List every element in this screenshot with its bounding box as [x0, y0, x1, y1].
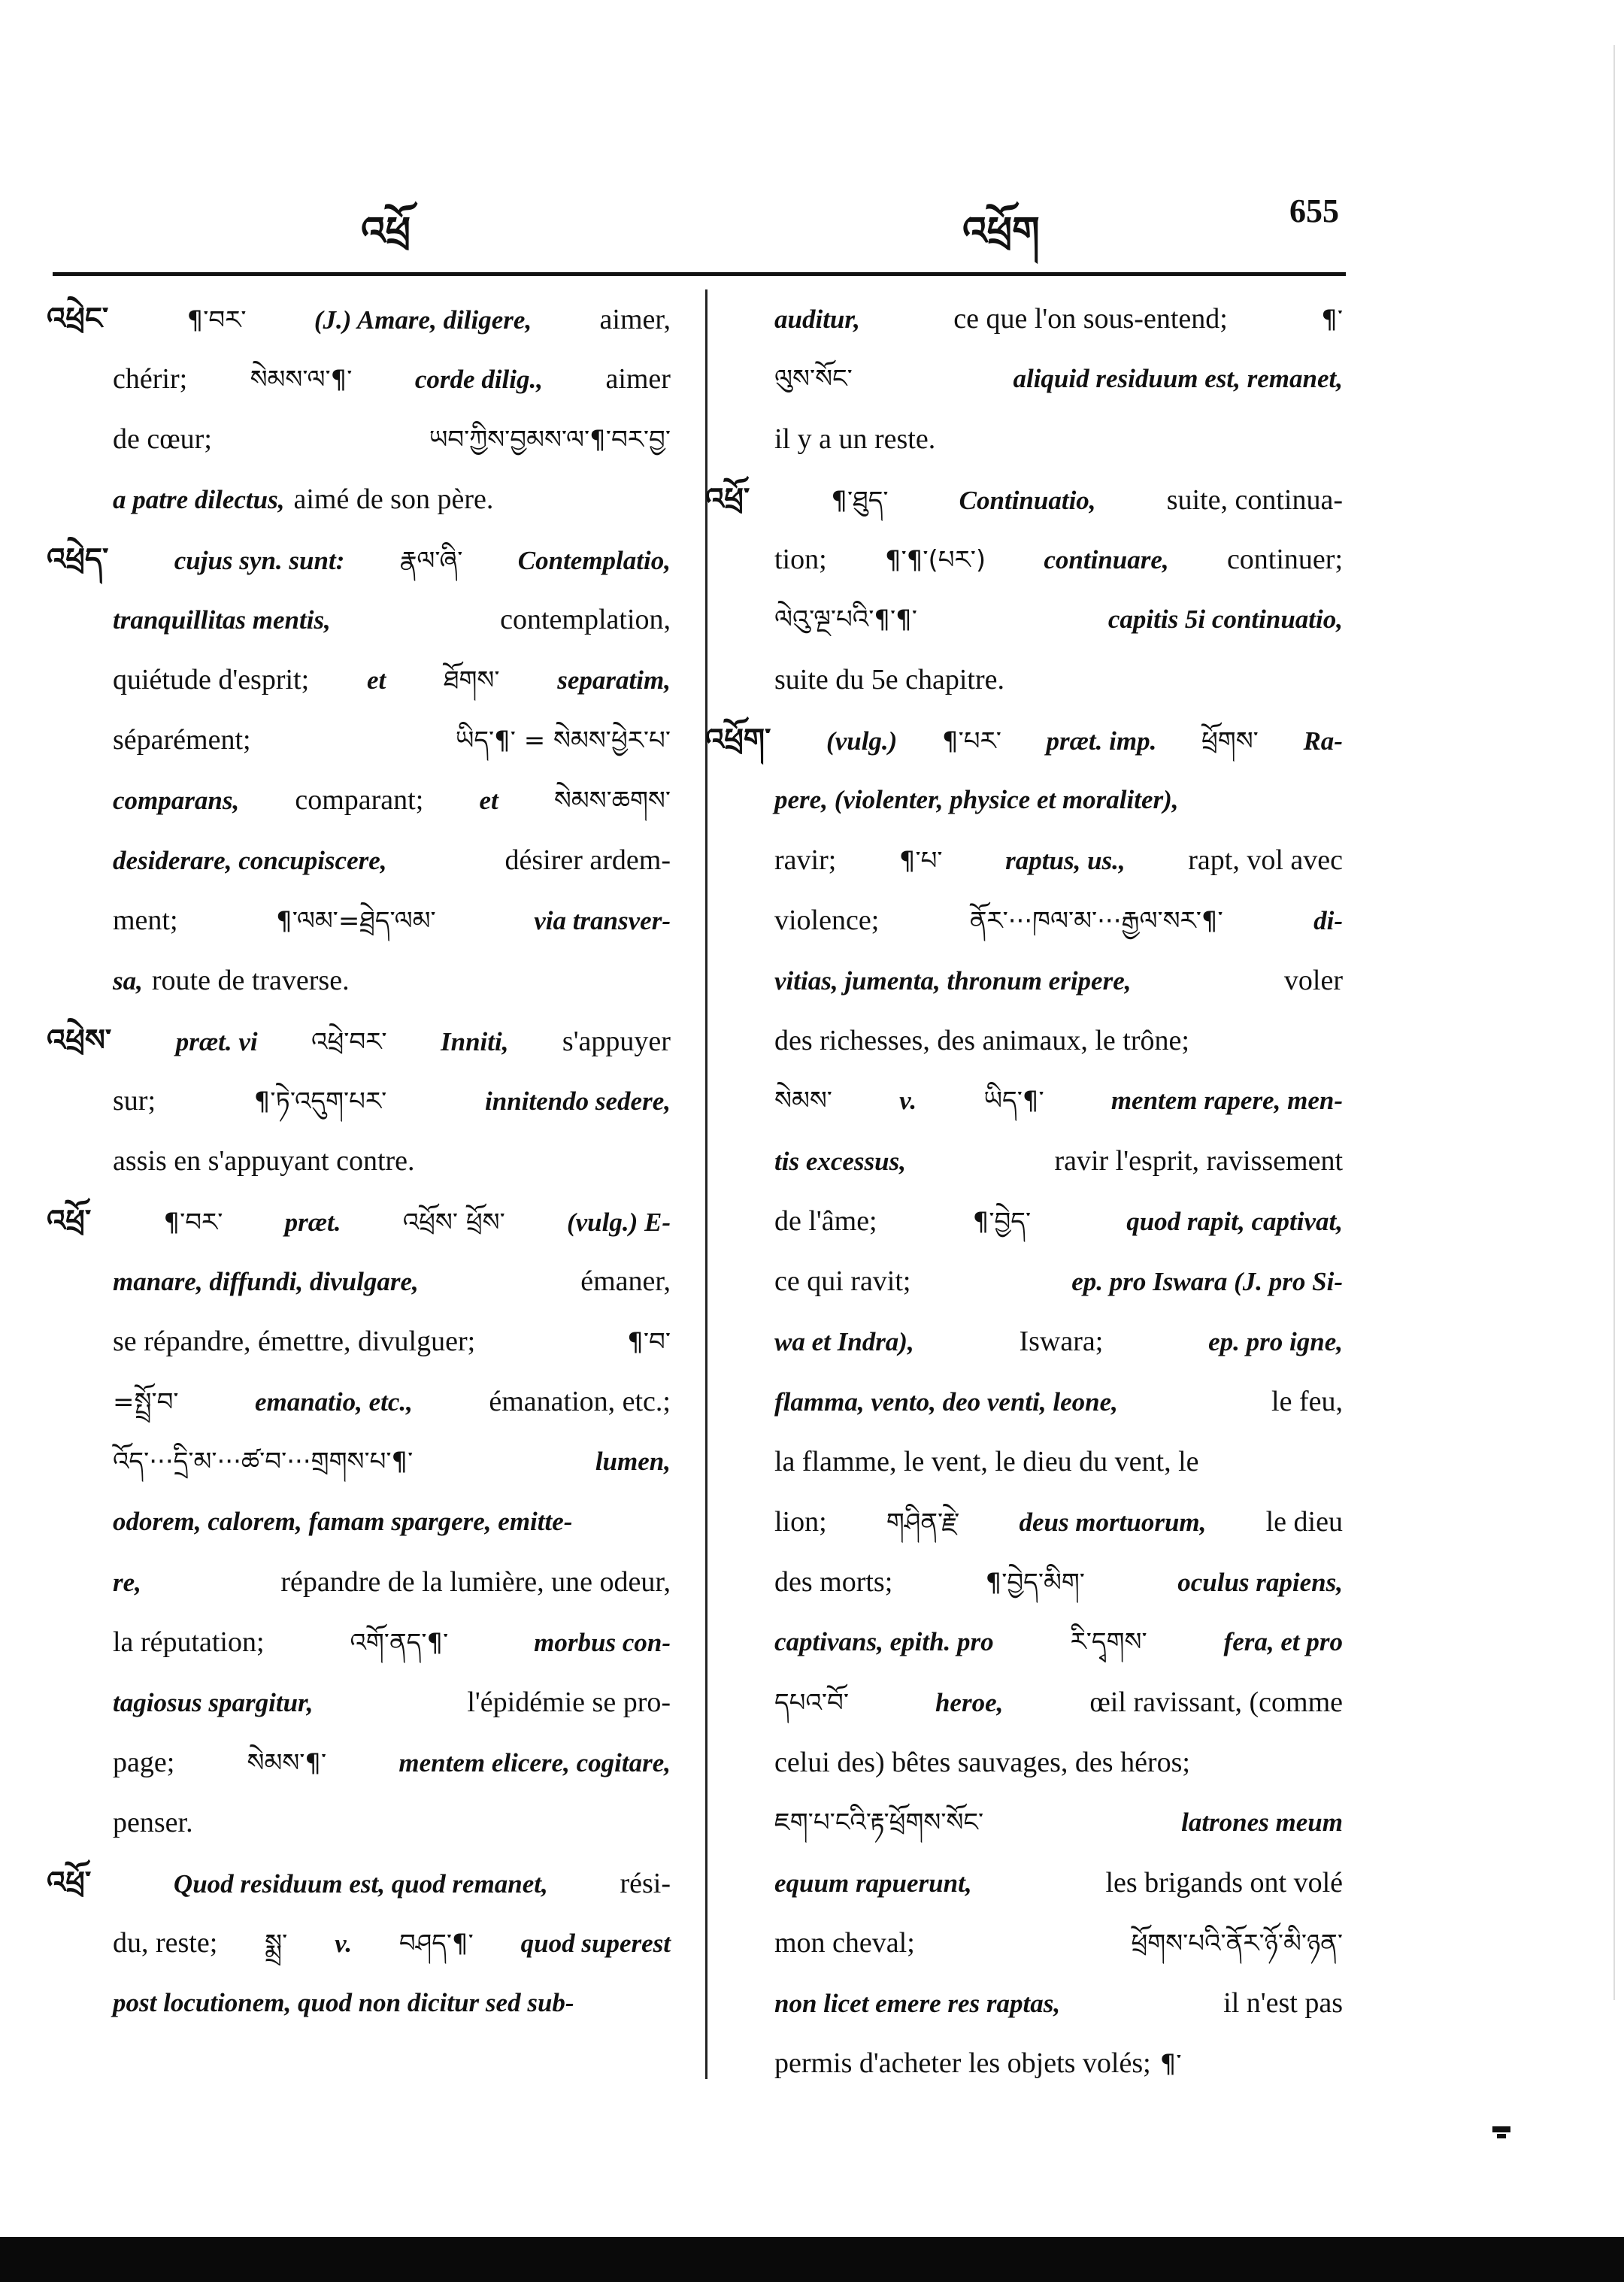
latin-text: corde dilig., [414, 365, 543, 394]
latin-text: præt. [284, 1208, 341, 1237]
entry-line [47, 830, 671, 890]
latin-text: capitis 5i continuatio, [1107, 605, 1343, 634]
entry-line [47, 1371, 671, 1432]
tibetan-text: ནོར་···ཁལ་མ་···རྒྱལ་སར་¶་ [969, 906, 1223, 936]
tibetan-text: ¶་པ་ [898, 846, 943, 876]
latin-text: di- [1313, 906, 1343, 935]
entry-line [705, 349, 1343, 409]
entry-line [47, 409, 671, 469]
french-text: permis d'acheter les objets volés; [774, 2047, 1151, 2079]
tibetan-text: དཔའ་བོ་ [774, 1688, 849, 1718]
french-text: ment; [113, 905, 178, 936]
entry-line [705, 289, 1343, 349]
dictionary-entry [705, 469, 1343, 710]
entry-line [705, 1371, 1343, 1432]
entry-line [705, 890, 1343, 950]
tibetan-text: =སྤྲོ་བ་ [113, 1387, 179, 1417]
latin-text: quod rapit, captivat, [1126, 1207, 1343, 1236]
entry-line [47, 1913, 671, 1973]
tibetan-text: ལེའུ་ལྔ་པའི་¶་¶་ [774, 605, 917, 635]
tibetan-text: ཐོགས་ [443, 665, 500, 696]
french-text: ce qui ravit; [774, 1265, 911, 1297]
entry-line [47, 1071, 671, 1131]
french-text: aimer, [599, 304, 671, 335]
headword: འཕྲོ་ [47, 1204, 92, 1238]
scan-bottom-bar [0, 2237, 1624, 2282]
french-text: continuer; [1226, 544, 1343, 575]
latin-text: v. [899, 1086, 917, 1115]
entry-line [705, 710, 1343, 770]
entry-line [47, 1793, 671, 1853]
left-column [47, 289, 671, 2033]
french-text: de l'âme; [774, 1205, 877, 1237]
french-text: de cœur; [113, 423, 212, 455]
entry-line [705, 1311, 1343, 1371]
french-text: l'épidémie se pro- [467, 1686, 671, 1718]
french-text: la réputation; [113, 1626, 265, 1658]
dictionary-entry [47, 529, 671, 1011]
header-rule [53, 272, 1346, 276]
latin-text: fera, et pro [1223, 1627, 1343, 1656]
entry-line [47, 1552, 671, 1612]
french-text: ce que l'on sous-entend; [953, 303, 1228, 335]
entry-line [705, 650, 1343, 710]
tibetan-text: ཡིད་¶་ [983, 1086, 1044, 1116]
tibetan-text: བཤད་¶་ [398, 1929, 474, 1959]
latin-text: (vulg.) [826, 726, 898, 756]
latin-text: mentem elicere, cogitare, [398, 1748, 671, 1777]
french-text: aimer [605, 363, 671, 395]
latin-text: non licet emere res raptas, [774, 1989, 1061, 2018]
latin-text: comparans, [113, 786, 240, 815]
entry-line [705, 529, 1343, 589]
tibetan-text: སེམས་ [774, 1086, 832, 1116]
latin-text: wa et Indra), [774, 1327, 914, 1356]
latin-text: manare, diffundi, divulgare, [113, 1267, 419, 1296]
footer-ornament [1492, 2126, 1510, 2132]
entry-line [705, 469, 1343, 529]
tibetan-text: འཕྲེ་བར་ [311, 1027, 387, 1057]
french-text: ravir; [774, 844, 837, 876]
french-text: suite du 5e chapitre. [774, 664, 1005, 696]
latin-text: deus mortuorum, [1019, 1508, 1207, 1537]
latin-text: a patre dilectus, [113, 485, 285, 514]
french-text: les brigands ont volé [1105, 1867, 1343, 1899]
latin-text: Quod residuum est, quod remanet, [173, 1869, 548, 1899]
latin-text: tranquillitas mentis, [113, 605, 331, 635]
french-text: penser. [113, 1807, 193, 1838]
entry-line [705, 1191, 1343, 1251]
tibetan-text: ¶་ [1321, 305, 1343, 335]
latin-text: continuare, [1044, 545, 1169, 574]
latin-text: Continuatio, [959, 486, 1096, 515]
french-text: il y a un reste. [774, 423, 936, 455]
french-text: page; [113, 1747, 175, 1778]
french-text: assis en s'appuyant contre. [113, 1145, 415, 1177]
latin-text: præt. imp. [1046, 726, 1157, 756]
french-text: chérir; [113, 363, 188, 395]
french-text: suite, continua- [1166, 484, 1343, 516]
entry-line [47, 1672, 671, 1732]
french-text: sur; [113, 1085, 156, 1117]
tibetan-text: འཕྲོས་ ཕྲོས་ [402, 1208, 505, 1238]
tibetan-text: འོད་···དྲི་མ་···ཚ་བ་···གྲགས་པ་¶་ [113, 1447, 414, 1477]
latin-text: et [479, 786, 498, 815]
headword: འཕྲེས་ [47, 1023, 112, 1058]
latin-text: lumen, [595, 1447, 671, 1476]
entry-line [47, 1191, 671, 1251]
tibetan-text: སེམས་¶་ [247, 1748, 327, 1778]
latin-text: Ra- [1303, 726, 1343, 756]
latin-text: mentem rapere, men- [1110, 1086, 1343, 1115]
dictionary-entry [47, 1853, 671, 2033]
latin-text: oculus rapiens, [1177, 1568, 1343, 1597]
french-text: aimé de son père. [293, 483, 494, 515]
entry-line [47, 1492, 671, 1552]
dictionary-entry [47, 1011, 671, 1191]
entry-line [705, 409, 1343, 469]
french-text: Iswara; [1019, 1326, 1104, 1357]
entry-line [47, 349, 671, 409]
latin-text: tis excessus, [774, 1147, 906, 1176]
entry-line [705, 1672, 1343, 1732]
latin-text: re, [113, 1568, 141, 1597]
tibetan-text: ¶་བ་ [627, 1327, 671, 1357]
tibetan-text: ¶་བར་ [186, 305, 247, 335]
entry-line [47, 1973, 671, 2033]
headword: འཕྲོག་ [705, 723, 771, 757]
french-text: route de traverse. [151, 965, 350, 996]
entry-line [47, 770, 671, 830]
entry-line [705, 2033, 1343, 2093]
dictionary-entry [47, 289, 671, 529]
french-text: le dieu [1265, 1506, 1343, 1538]
latin-text: post locutionem, quod non dicitur sed sub- [113, 1988, 574, 2017]
tibetan-text: ཡིད་¶་ = སེམས་ཕྱེར་པ་ [455, 726, 671, 756]
tibetan-text: ¶་བྱེད་ [972, 1207, 1032, 1237]
tibetan-text: ¶་པར་ [941, 726, 1001, 756]
tibetan-text: སེམས་ཆགས་ [553, 786, 671, 816]
tibetan-text: ཇག་པ་ངའི་རྟ་ཕྲོགས་སོང་ [774, 1808, 984, 1838]
tibetan-text: ¶་ལམ་=ཐྲེད་ལམ་ [276, 906, 436, 936]
entry-line [47, 650, 671, 710]
entry-line [47, 1732, 671, 1793]
latin-text: latrones meum [1181, 1808, 1343, 1837]
tibetan-text: སེམས་ལ་¶་ [250, 365, 353, 395]
french-text: contemplation, [500, 604, 671, 635]
tibetan-text: རི་དྭགས་ [1070, 1627, 1147, 1657]
french-text: des richesses, des animaux, le trône; [774, 1025, 1189, 1056]
entry-line [47, 1011, 671, 1071]
latin-text: heroe, [935, 1688, 1004, 1717]
dictionary-entry [705, 289, 1343, 469]
tibetan-text: ¶་ [1159, 2049, 1182, 2079]
latin-text: tagiosus spargitur, [113, 1688, 314, 1717]
headword: འཕྲོ་ [47, 1865, 92, 1900]
tibetan-text: ¶་བར་ [163, 1208, 223, 1238]
latin-text: v. [335, 1929, 353, 1958]
latin-text: ep. pro Iswara (J. pro Si- [1071, 1267, 1343, 1296]
latin-text: captivans, epith. pro [774, 1627, 994, 1656]
entry-line [705, 830, 1343, 890]
french-text: lion; [774, 1506, 827, 1538]
french-text: séparément; [113, 724, 251, 756]
entry-line [705, 1492, 1343, 1552]
entry-line [705, 1913, 1343, 1973]
entry-line [47, 529, 671, 589]
french-text: mon cheval; [774, 1927, 915, 1959]
headword: འཕྲེང་ [47, 302, 109, 336]
entry-line [705, 950, 1343, 1011]
tibetan-text: ¶་ཐུད་ [831, 486, 889, 516]
latin-text: equum rapuerunt, [774, 1868, 972, 1898]
latin-text: vitias, jumenta, thronum eripere, [774, 966, 1132, 996]
french-text: répandre de la lumière, une odeur, [280, 1566, 671, 1598]
latin-text: aliquid residuum est, remanet, [1013, 364, 1343, 393]
entry-line [705, 1071, 1343, 1131]
entry-line [705, 1552, 1343, 1612]
entry-line [47, 1251, 671, 1311]
tibetan-text: རྣལ་ཞི་ [399, 546, 463, 576]
running-head-left: འཕྲོ [361, 211, 411, 253]
french-text: se répandre, émettre, divulguer; [113, 1326, 476, 1357]
french-text: tion; [774, 544, 827, 575]
headword: འཕྲེད་ [47, 542, 109, 577]
entry-line [47, 469, 671, 529]
tibetan-text: སྨྲ་ [265, 1929, 288, 1959]
latin-text: emanatio, etc., [254, 1387, 413, 1417]
french-text: le feu, [1271, 1386, 1343, 1417]
entry-line [47, 589, 671, 650]
entry-line [47, 1311, 671, 1371]
entry-line [705, 1011, 1343, 1071]
french-text: émanation, etc.; [489, 1386, 671, 1417]
latin-text: raptus, us., [1005, 846, 1126, 875]
latin-text: quod superest [520, 1929, 671, 1958]
french-text: violence; [774, 905, 880, 936]
latin-text: morbus con- [534, 1628, 671, 1657]
latin-text: sa, [113, 966, 143, 996]
entry-line [705, 770, 1343, 830]
entry-line [47, 1612, 671, 1672]
french-text: du, reste; [113, 1927, 218, 1959]
entry-line [47, 289, 671, 349]
latin-text: flamma, vento, deo venti, leone, [774, 1387, 1118, 1417]
french-text: voler [1283, 965, 1343, 996]
french-text: œil ravissant, (comme [1089, 1686, 1343, 1718]
latin-text: (J.) Amare, diligere, [314, 305, 532, 335]
latin-text: odorem, calorem, famam spargere, emitte- [113, 1507, 573, 1536]
latin-text: pere, (violenter, physice et moraliter), [774, 785, 1179, 814]
latin-text: via transver- [534, 906, 671, 935]
entry-line [705, 1793, 1343, 1853]
entry-line [705, 1251, 1343, 1311]
latin-text: præt. vi [175, 1027, 258, 1056]
entry-line [47, 710, 671, 770]
entry-line [705, 589, 1343, 650]
scan-edge [1613, 45, 1615, 2000]
running-head-right: འཕྲོག [962, 211, 1040, 253]
french-text: rési- [620, 1868, 671, 1899]
entry-line [47, 1131, 671, 1191]
tibetan-text: ¶་¶་(པར་) [884, 545, 986, 575]
latin-text: Inniti, [440, 1027, 509, 1056]
french-text: des morts; [774, 1566, 893, 1598]
right-column [705, 289, 1343, 2093]
dictionary-entry [705, 710, 1343, 2093]
latin-text: desiderare, concupiscere, [113, 846, 387, 875]
entry-line [705, 1612, 1343, 1672]
tibetan-text: ¶་ཏེ་འདུག་པར་ [253, 1086, 387, 1117]
latin-text: cujus syn. sunt: [174, 546, 345, 575]
latin-text: (vulg.) E- [566, 1208, 671, 1237]
french-text: émaner, [580, 1265, 671, 1297]
french-text: quiétude d'esprit; [113, 664, 310, 696]
tibetan-text: ཕྲོགས་ [1201, 726, 1259, 756]
page-number: 655 [1289, 192, 1339, 229]
entry-line [705, 1432, 1343, 1492]
latin-text: ep. pro igne, [1208, 1327, 1343, 1356]
entry-line [705, 1732, 1343, 1793]
tibetan-text: ¶་བྱེད་མིག་ [985, 1568, 1085, 1598]
entry-line [47, 1432, 671, 1492]
french-text: comparant; [295, 784, 424, 816]
french-text: s'appuyer [562, 1026, 671, 1057]
tibetan-text: ཡབ་ཀྱིས་བྱམས་ལ་¶་བར་བྱ་ [429, 425, 671, 455]
entry-line [705, 1131, 1343, 1191]
latin-text: innitendo sedere, [485, 1086, 671, 1116]
tibetan-text: ལུས་སོང་ [774, 364, 853, 394]
entry-line [47, 1853, 671, 1913]
french-text: celui des) bêtes sauvages, des héros; [774, 1747, 1190, 1778]
tibetan-text: གཤིན་རྗེ་ [886, 1508, 960, 1538]
entry-line [705, 1973, 1343, 2033]
latin-text: auditur, [774, 305, 860, 334]
french-text: ravir l'esprit, ravissement [1054, 1145, 1343, 1177]
dictionary-entry [47, 1191, 671, 1853]
french-text: désirer ardem- [504, 844, 671, 876]
entry-line [47, 890, 671, 950]
tibetan-text: འགོ་ནད་¶་ [350, 1628, 449, 1658]
french-text: la flamme, le vent, le dieu du vent, le [774, 1446, 1199, 1477]
entry-line [47, 950, 671, 1011]
latin-text: separatim, [557, 665, 671, 695]
headword: འཕྲོ་ [705, 482, 750, 517]
latin-text: et [366, 665, 386, 695]
tibetan-text: ཕྲོགས་པའི་ནོར་ཉོ་མི་ཉན་ [1131, 1929, 1343, 1959]
french-text: rapt, vol avec [1188, 844, 1343, 876]
entry-line [705, 1853, 1343, 1913]
french-text: il n'est pas [1223, 1987, 1343, 2019]
latin-text: Contemplatio, [517, 546, 671, 575]
